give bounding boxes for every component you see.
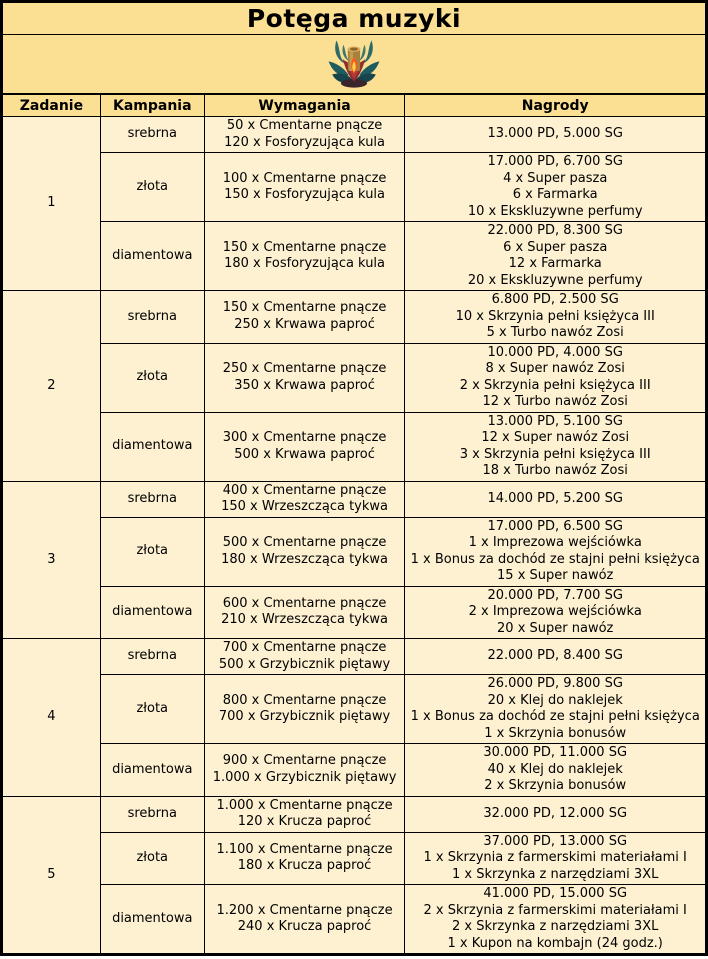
- quest-row-task-1-złota: [2, 153, 707, 222]
- campaign-name: złota: [100, 517, 204, 586]
- task-number: 2: [2, 291, 101, 482]
- requirements-cell: [204, 517, 405, 586]
- rewards-cell: [405, 639, 707, 675]
- rewards-cell: [405, 412, 707, 481]
- requirements-cell: [204, 291, 405, 344]
- reward-line: 22.000 PD, 8.300 SG: [487, 223, 623, 238]
- reward-line: 5 x Turbo nawóz Zosi: [486, 325, 624, 340]
- reward-line: 26.000 PD, 9.800 SG: [487, 676, 623, 691]
- reward-line: 20 x Klej do naklejek: [487, 692, 623, 708]
- reward-line: 13.000 PD, 5.000 SG: [487, 126, 623, 142]
- campaign-name: srebrna: [100, 796, 204, 832]
- requirement-line: 120 x Fosforyzująca kula: [224, 134, 386, 150]
- requirement-line: 180 x Fosforyzująca kula: [224, 256, 386, 271]
- requirement-line: 600 x Cmentarne pnącze: [222, 595, 387, 611]
- reward-line: 1 x Bonus za dochód ze stajni pełni księżyca: [410, 709, 700, 724]
- requirement-line: 150 x Wrzeszcząca tykwa: [221, 499, 388, 514]
- requirement-line: 250 x Krwawa paproć: [234, 316, 375, 332]
- requirements-cell: [204, 675, 405, 744]
- rewards-cell: [405, 153, 707, 222]
- requirement-line: 1.100 x Cmentarne pnącze: [216, 841, 393, 857]
- rewards-cell: [405, 885, 707, 955]
- requirement-line: 210 x Wrzeszcząca tykwa: [221, 612, 388, 628]
- reward-line: 18 x Turbo nawóz Zosi: [482, 463, 628, 478]
- reward-line: 2 x Imprezowa wejściówka: [468, 604, 642, 619]
- requirement-line: 150 x Cmentarne pnącze: [222, 239, 387, 255]
- campaign-name: srebrna: [100, 481, 204, 517]
- reward-line: 12 x Turbo nawóz Zosi: [482, 394, 628, 409]
- reward-line: 8 x Super nawóz Zosi: [485, 361, 625, 376]
- rewards-cell: [405, 291, 707, 344]
- column-header-zadanie: Zadanie: [2, 94, 101, 117]
- reward-line: 10 x Skrzynia pełni księżyca III: [455, 308, 655, 324]
- quest-row-task-5-złota: [2, 832, 707, 885]
- reward-line: 2 x Skrzynia z farmerskimi materiałami I: [423, 902, 687, 918]
- reward-line: 1 x Imprezowa wejściówka: [468, 535, 642, 550]
- reward-line: 22.000 PD, 8.400 SG: [487, 648, 623, 664]
- reward-line: 1 x Skrzynka z narzędziami 3XL: [452, 866, 659, 882]
- rewards-cell: [405, 832, 707, 885]
- reward-line: 1 x Kupon na kombajn (24 godz.): [447, 935, 663, 951]
- quest-row-task-4-diamentowa: [2, 744, 707, 797]
- reward-line: 20.000 PD, 7.700 SG: [487, 587, 623, 603]
- page-title: Potęga muzyki: [2, 2, 707, 35]
- reward-line: 20 x Ekskluzywne perfumy: [467, 272, 643, 288]
- quest-row-task-1-diamentowa: [2, 222, 707, 291]
- quest-row-task-3-złota: [2, 517, 707, 586]
- reward-line: 10 x Ekskluzywne perfumy: [467, 203, 643, 219]
- reward-line: 41.000 PD, 15.000 SG: [483, 886, 628, 901]
- reward-line: 2 x Skrzynka z narzędziami 3XL: [452, 919, 659, 934]
- requirement-line: 250 x Cmentarne pnącze: [222, 361, 387, 376]
- requirements-cell: [204, 153, 405, 222]
- campaign-name: diamentowa: [100, 222, 204, 291]
- column-header-kampania: Kampania: [100, 94, 204, 117]
- rewards-cell: [405, 117, 707, 153]
- task-number: 1: [2, 117, 101, 291]
- requirement-line: 1.000 x Cmentarne pnącze: [216, 797, 393, 813]
- requirements-cell: [204, 796, 405, 832]
- requirement-line: 700 x Grzybicznik piętawy: [218, 709, 391, 724]
- quest-row-task-5-diamentowa: [2, 885, 707, 955]
- reward-line: 2 x Skrzynia bonusów: [484, 778, 627, 793]
- quest-row-task-3-srebrna: [2, 481, 707, 517]
- reward-line: 17.000 PD, 6.700 SG: [487, 154, 623, 169]
- campaign-name: złota: [100, 832, 204, 885]
- quest-row-task-5-srebrna: [2, 796, 707, 832]
- reward-line: 10.000 PD, 4.000 SG: [487, 344, 623, 360]
- reward-line: 1 x Skrzynia z farmerskimi materiałami I: [423, 850, 687, 865]
- rewards-cell: [405, 796, 707, 832]
- task-number: 3: [2, 481, 101, 639]
- flaming-plant-icon: [326, 36, 382, 92]
- requirement-line: 180 x Wrzeszcząca tykwa: [221, 551, 388, 567]
- quest-row-task-2-diamentowa: [2, 412, 707, 481]
- reward-line: 17.000 PD, 6.500 SG: [487, 518, 623, 534]
- requirements-cell: [204, 586, 405, 639]
- requirement-line: 1.000 x Grzybicznik piętawy: [212, 769, 397, 785]
- reward-line: 15 x Super nawóz: [497, 568, 614, 583]
- requirement-line: 150 x Fosforyzująca kula: [224, 187, 386, 202]
- quest-row-task-1-srebrna: [2, 117, 707, 153]
- requirement-line: 240 x Krucza paproć: [237, 919, 372, 934]
- requirement-line: 350 x Krwawa paproć: [234, 377, 375, 393]
- requirement-line: 120 x Krucza paproć: [237, 814, 372, 829]
- quest-row-task-4-złota: [2, 675, 707, 744]
- requirement-line: 500 x Krwawa paproć: [234, 446, 375, 462]
- reward-line: 20 x Super nawóz: [497, 620, 614, 636]
- campaign-name: złota: [100, 675, 204, 744]
- reward-line: 40 x Klej do naklejek: [487, 761, 623, 777]
- reward-line: 3 x Skrzynia pełni księżyca III: [459, 446, 651, 462]
- icon-row: [2, 35, 707, 95]
- campaign-name: diamentowa: [100, 885, 204, 955]
- reward-line: 30.000 PD, 11.000 SG: [483, 745, 628, 760]
- requirements-cell: [204, 481, 405, 517]
- requirements-cell: [204, 117, 405, 153]
- reward-line: 4 x Super pasza: [503, 170, 608, 186]
- requirements-cell: [204, 885, 405, 955]
- rewards-cell: [405, 675, 707, 744]
- requirements-cell: [204, 832, 405, 885]
- requirements-cell: [204, 343, 405, 412]
- reward-line: 6 x Super pasza: [503, 239, 608, 255]
- task-number: 4: [2, 639, 101, 797]
- icon-cell: [2, 35, 707, 95]
- reward-line: 14.000 PD, 5.200 SG: [487, 490, 623, 506]
- campaign-name: srebrna: [100, 117, 204, 153]
- requirement-line: 700 x Cmentarne pnącze: [222, 640, 387, 655]
- campaign-name: złota: [100, 153, 204, 222]
- requirements-cell: [204, 222, 405, 291]
- reward-line: 2 x Skrzynia pełni księżyca III: [459, 377, 651, 393]
- reward-line: 6 x Farmarka: [512, 187, 598, 202]
- column-header-nagrody: Nagrody: [405, 94, 707, 117]
- campaign-name: srebrna: [100, 639, 204, 675]
- rewards-cell: [405, 744, 707, 797]
- requirement-line: 500 x Cmentarne pnącze: [222, 535, 387, 550]
- requirement-line: 100 x Cmentarne pnącze: [222, 170, 387, 186]
- requirement-line: 150 x Cmentarne pnącze: [222, 300, 387, 316]
- rewards-cell: [405, 586, 707, 639]
- column-header-row: [2, 94, 707, 117]
- rewards-cell: [405, 481, 707, 517]
- campaign-name: diamentowa: [100, 586, 204, 639]
- reward-line: 6.800 PD, 2.500 SG: [491, 292, 619, 307]
- reward-line: 1 x Bonus za dochód ze stajni pełni księżyca: [410, 551, 700, 567]
- campaign-name: diamentowa: [100, 744, 204, 797]
- requirements-cell: [204, 639, 405, 675]
- requirement-line: 500 x Grzybicznik piętawy: [218, 656, 391, 672]
- requirement-line: 800 x Cmentarne pnącze: [222, 692, 387, 708]
- reward-line: 32.000 PD, 12.000 SG: [483, 805, 628, 821]
- quest-row-task-4-srebrna: [2, 639, 707, 675]
- quest-rows: [2, 117, 707, 955]
- rewards-cell: [405, 517, 707, 586]
- rewards-cell: [405, 343, 707, 412]
- campaign-name: złota: [100, 343, 204, 412]
- requirement-line: 300 x Cmentarne pnącze: [222, 430, 387, 445]
- requirement-line: 50 x Cmentarne pnącze: [226, 118, 383, 133]
- reward-line: 12 x Farmarka: [508, 256, 602, 271]
- requirement-line: 180 x Krucza paproć: [237, 858, 372, 874]
- quest-row-task-2-złota: [2, 343, 707, 412]
- requirements-cell: [204, 412, 405, 481]
- quest-row-task-3-diamentowa: [2, 586, 707, 639]
- reward-line: 37.000 PD, 13.000 SG: [483, 833, 628, 849]
- requirement-line: 900 x Cmentarne pnącze: [222, 753, 387, 769]
- quest-row-task-2-srebrna: [2, 291, 707, 344]
- rewards-cell: [405, 222, 707, 291]
- task-number: 5: [2, 796, 101, 955]
- campaign-name: srebrna: [100, 291, 204, 344]
- title-row: [2, 2, 707, 35]
- requirements-cell: [204, 744, 405, 797]
- column-header-wymagania: Wymagania: [204, 94, 405, 117]
- requirement-line: 400 x Cmentarne pnącze: [222, 482, 387, 498]
- campaign-name: diamentowa: [100, 412, 204, 481]
- reward-line: 12 x Super nawóz Zosi: [481, 430, 630, 445]
- reward-line: 1 x Skrzynia bonusów: [484, 725, 627, 741]
- reward-line: 13.000 PD, 5.100 SG: [487, 413, 623, 429]
- requirement-line: 1.200 x Cmentarne pnącze: [216, 902, 393, 918]
